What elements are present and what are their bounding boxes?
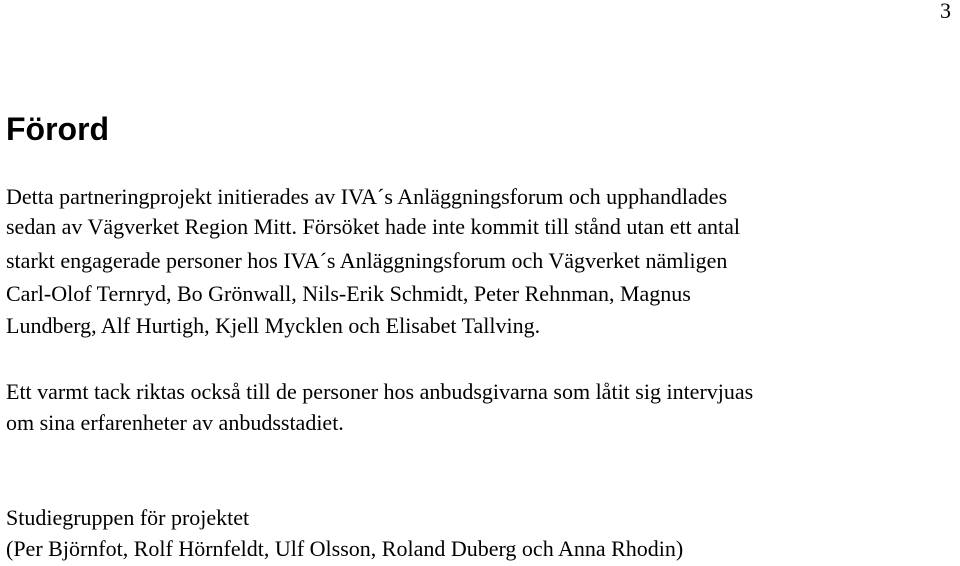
text-line: sedan av Vägverket Region Mitt. Försöket hade inte kommit till stånd utan ett antal	[6, 214, 741, 239]
text-line: Ett varmt tack riktas också till de personer hos anbudsgivarna som låtit sig intervjuas	[6, 379, 754, 404]
signature-members: (Per Björnfot, Rolf Hörnfeldt, Ulf Olsson, Roland Duberg och Anna Rhodin)	[6, 536, 684, 561]
signature-title: Studiegruppen för projektet	[6, 505, 250, 530]
text-line: Lundberg, Alf Hurtigh, Kjell Mycklen och Elisabet Tallving.	[6, 313, 541, 338]
text-line: starkt engagerade personer hos IVA´s Anläggningsforum och Vägverket nämligen	[6, 248, 728, 273]
text-line: om sina erfarenheter av anbudsstadiet.	[6, 410, 344, 435]
text-line: Carl-Olof Ternryd, Bo Grönwall, Nils-Erik Schmidt, Peter Rehnman, Magnus	[6, 281, 691, 306]
page-number: 3	[940, 0, 951, 23]
page-title: Förord	[6, 111, 110, 147]
text-line: Detta partneringprojekt initierades av IVA´s Anläggningsforum och upphandlades	[6, 184, 728, 209]
